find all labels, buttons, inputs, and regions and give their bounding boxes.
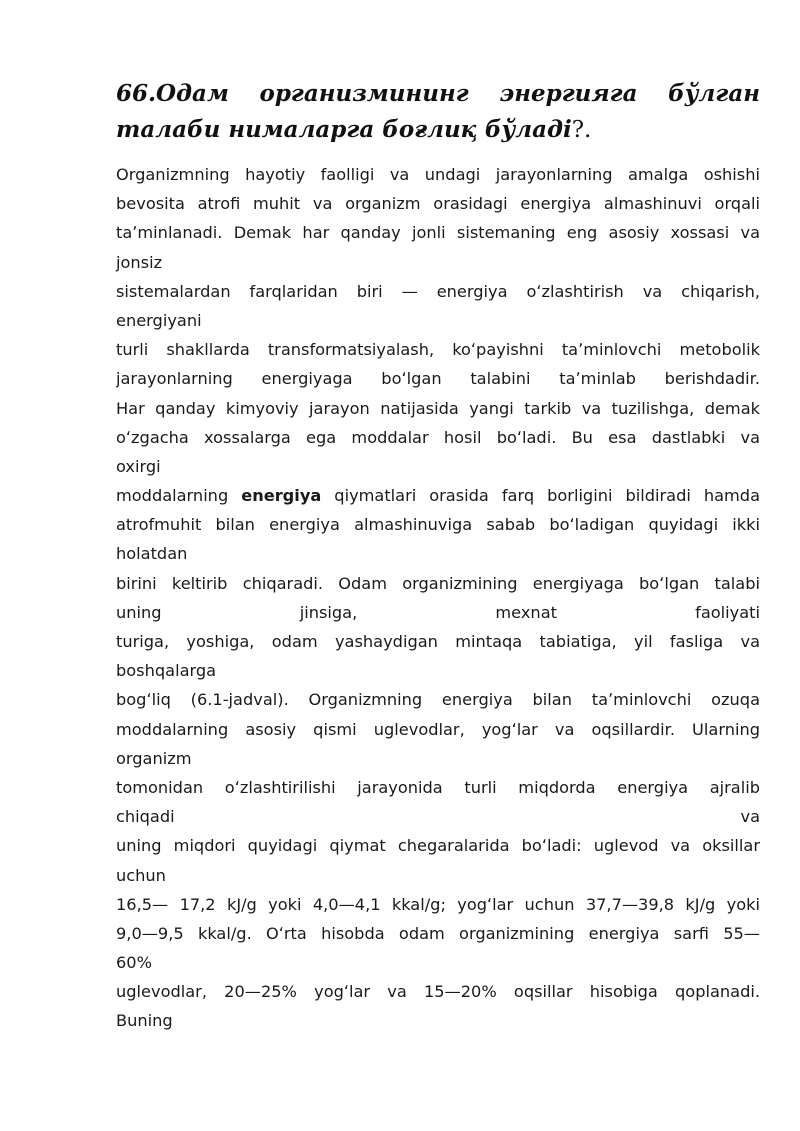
paragraph-line: holatdan xyxy=(116,544,188,564)
paragraph-line: oxirgi xyxy=(116,456,161,476)
paragraph-line: atrofmuhit bilan energiya almashinuviga sabab boʻladigan quyidagi ikki xyxy=(116,515,760,535)
paragraph-line: birini keltirib chiqaradi. Odam organizmining energiyaga boʻlgan talabi xyxy=(116,573,760,593)
question-heading xyxy=(116,76,760,148)
paragraph-line: moddalarning asosiy qismi uglevodlar, yogʻlar va oqsillardir. Ularning xyxy=(116,719,760,739)
paragraph-line: Organizmning hayotiy faolligi va undagi jarayonlarning amalga oshishi xyxy=(116,165,760,184)
heading-title: 66.Одам организмининг энергияга бўлган талаби нималарга боғлиқ бўладі xyxy=(116,80,760,143)
paragraph-line: boshqalarga xyxy=(116,661,217,681)
paragraph-line: Har qanday kimyoviy jarayon natijasida yangi tarkib va tuzilishga, demak xyxy=(116,398,760,418)
paragraph-line: jonsiz xyxy=(116,252,163,272)
paragraph-line: uglevodlar, 20—25% yogʻlar va 15—20% oqsillar hisobiga qoplanadi. xyxy=(116,982,760,1002)
paragraph-line: 60% xyxy=(116,953,152,973)
paragraph-line: organizm xyxy=(116,748,192,768)
paragraph-line: tomonidan oʻzlashtirilishi jarayonida turli miqdorda energiya ajralib xyxy=(116,777,760,797)
paragraph-line: 9,0—9,5 kkal/g. Oʻrta hisobda odam organizmining energiya sarfi 55— xyxy=(116,923,760,943)
paragraph-line xyxy=(116,481,760,510)
paragraph-line: turli shakllarda transformatsiyalash, koʻpayishni taʼminlovchi metobolik xyxy=(116,340,760,360)
paragraph-line: bevosita atrofi muhit va organizm orasidagi energiya almashinuvi orqali xyxy=(116,194,760,214)
paragraph-line: jarayonlarning energiyaga boʻlgan talabini taʼminlab berishdadir. xyxy=(116,369,760,389)
paragraph-line: 16,5— 17,2 kJ/g yoki 4,0—4,1 kkal/g; yogʻlar uchun 37,7—39,8 kJ/g yoki xyxy=(116,894,760,914)
paragraph-line: Buning xyxy=(116,1011,173,1031)
line-text: moddalarning xyxy=(116,486,242,506)
paragraph-line: taʼminlanadi. Demak har qanday jonli sistemaning eng asosiy xossasi va xyxy=(116,223,760,243)
line-text: qiymatlari orasida farq borligini bildiradi hamda xyxy=(321,486,760,506)
answer-paragraph xyxy=(116,160,760,1036)
heading-suffix: ?. xyxy=(571,117,592,143)
paragraph-line: chiqadi va xyxy=(116,807,760,827)
paragraph-line: turiga, yoshiga, odam yashaydigan mintaqa tabiatiga, yil fasliga va xyxy=(116,632,760,651)
paragraph-line: uchun xyxy=(116,865,166,885)
paragraph-line: uning miqdori quyidagi qiymat chegaralarida boʻladi: uglevod va oksillar xyxy=(116,836,760,856)
paragraph-line: bogʻliq (6.1-jadval). Organizmning energiya bilan taʼminlovchi ozuqa xyxy=(116,690,760,710)
paragraph-line: uning jinsiga, mexnat faoliyati xyxy=(116,602,760,622)
bold-term: energiya xyxy=(241,486,322,506)
paragraph-line: sistemalardan farqlaridan biri — energiya oʻzlashtirish va chiqarish, xyxy=(116,281,760,301)
paragraph-line: energiyani xyxy=(116,310,202,330)
paragraph-line: oʻzgacha xossalarga ega moddalar hosil boʻladi. Bu esa dastlabki va xyxy=(116,427,760,447)
